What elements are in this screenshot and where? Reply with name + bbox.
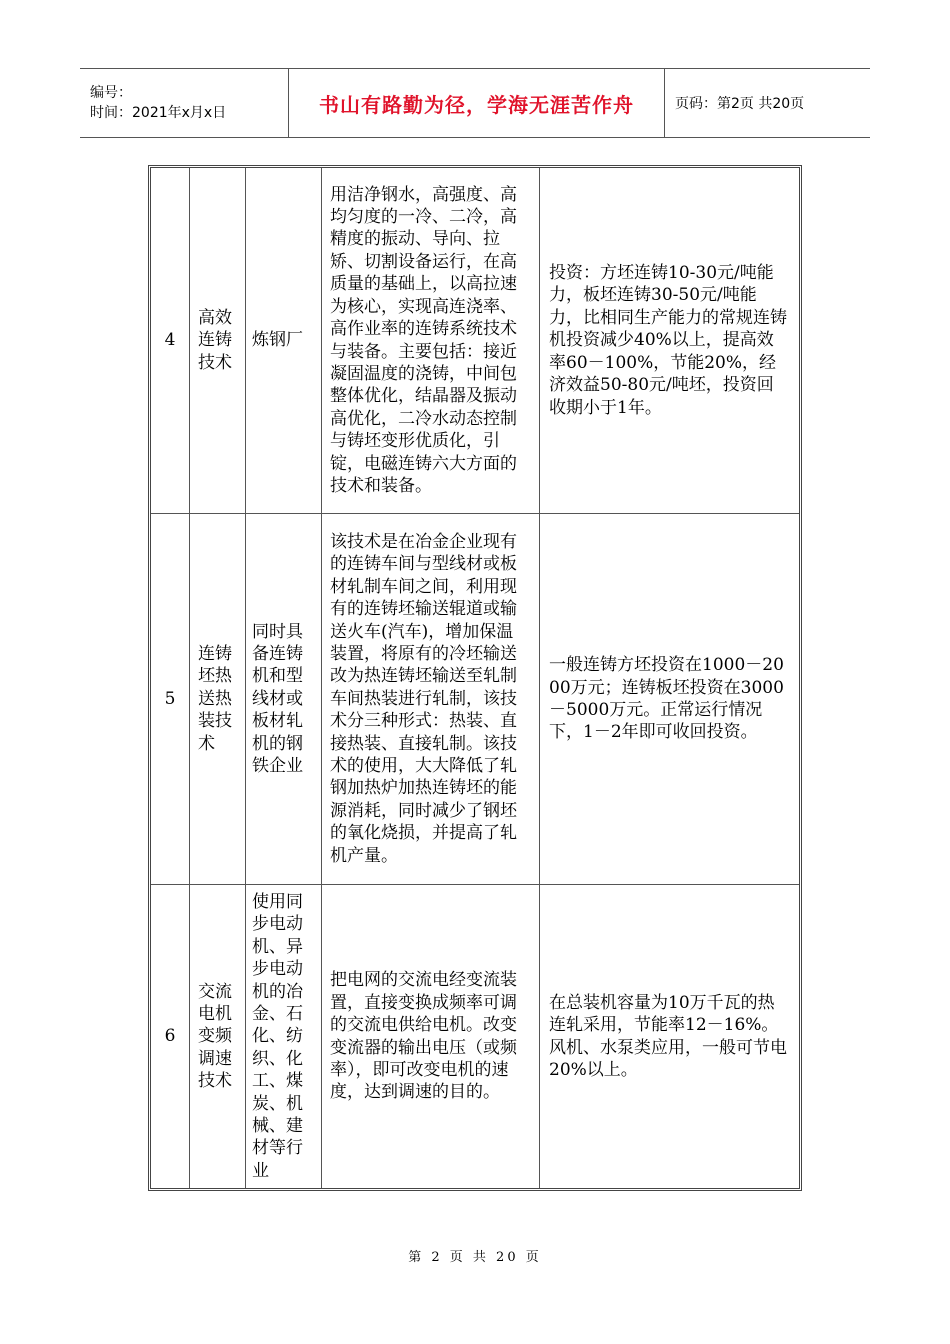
technology-table xyxy=(148,165,802,1191)
technology-name: 交流电机变频调速技术 xyxy=(189,885,245,1188)
row-number: 5 xyxy=(151,514,189,885)
investment-benefit: 投资：方坯连铸10-30元/吨能力，板坯连铸30-50元/吨能力，比相同生产能力的常规连铸机投资减少40%以上，提高效率60－100%，节能20%，经济效益50-80元/吨坯，投资回收期小于1年。 xyxy=(539,168,799,514)
applicable-industry: 炼钢厂 xyxy=(245,168,321,514)
time-label: 时间：2021年x月x日 xyxy=(90,105,227,121)
technology-name: 高效连铸技术 xyxy=(189,168,245,514)
table-row xyxy=(151,885,799,1188)
header-meta xyxy=(80,69,289,137)
applicable-industry: 同时具备连铸机和型线材或板材轧机的钢铁企业 xyxy=(245,514,321,885)
page-header xyxy=(80,68,870,138)
investment-benefit: 一般连铸方坯投资在1000－2000万元；连铸板坯投资在3000－5000万元。正常运行情况下，1－2年即可收回投资。 xyxy=(539,514,799,885)
header-page-cell xyxy=(665,69,870,137)
page-footer: 第 2 页 共 20 页 xyxy=(408,1250,542,1265)
investment-benefit: 在总装机容量为10万千瓦的热连轧采用，节能率12－16%。风机、水泵类应用，一般可节电20%以上。 xyxy=(539,885,799,1188)
number-label: 编号： xyxy=(90,85,132,101)
header-motto-cell xyxy=(289,69,665,137)
applicable-industry: 使用同步电动机、异步电动机的冶金、石化、纺织、化工、煤炭、机械、建材等行业 xyxy=(245,885,321,1188)
motto-text: 书山有路勤为径，学海无涯苦作舟 xyxy=(319,92,634,117)
technology-description: 把电网的交流电经变流装置，直接变换成频率可调的交流电供给电机。改变变流器的输出电压（或频率），即可改变电机的速度，达到调速的目的。 xyxy=(321,885,539,1188)
row-number: 4 xyxy=(151,168,189,514)
table-row xyxy=(151,514,799,885)
technology-description: 该技术是在冶金企业现有的连铸车间与型线材或板材轧制车间之间，利用现有的连铸坯输送辊道或输送火车(汽车)，增加保温装置，将原有的冷坯输送改为热连铸坯输送至轧制车间热装进行轧制，该技术分三种形式：热装、直接热装、直接轧制。该技术的使用，大大降低了轧钢加热炉加热连铸坯的能源消耗，同时减少了钢坯的氧化烧损，并提高了轧机产量。 xyxy=(321,514,539,885)
table-row xyxy=(151,168,799,514)
row-number: 6 xyxy=(164,1026,176,1047)
page-label: 页码：第2页 共20页 xyxy=(675,96,805,112)
technology-description: 用洁净钢水，高强度、高均匀度的一冷、二冷，高精度的振动、导向、拉矫、切割设备运行，在高质量的基础上，以高拉速为核心，实现高连浇率、高作业率的连铸系统技术与装备。主要包括：接近凝固温度的浇铸，中间包整体优化，结晶器及振动高优化，二冷水动态控制与铸坯变形优质化，引锭，电磁连铸六大方面的技术和装备。 xyxy=(321,168,539,514)
technology-name: 连铸坯热送热装技术 xyxy=(189,514,245,885)
